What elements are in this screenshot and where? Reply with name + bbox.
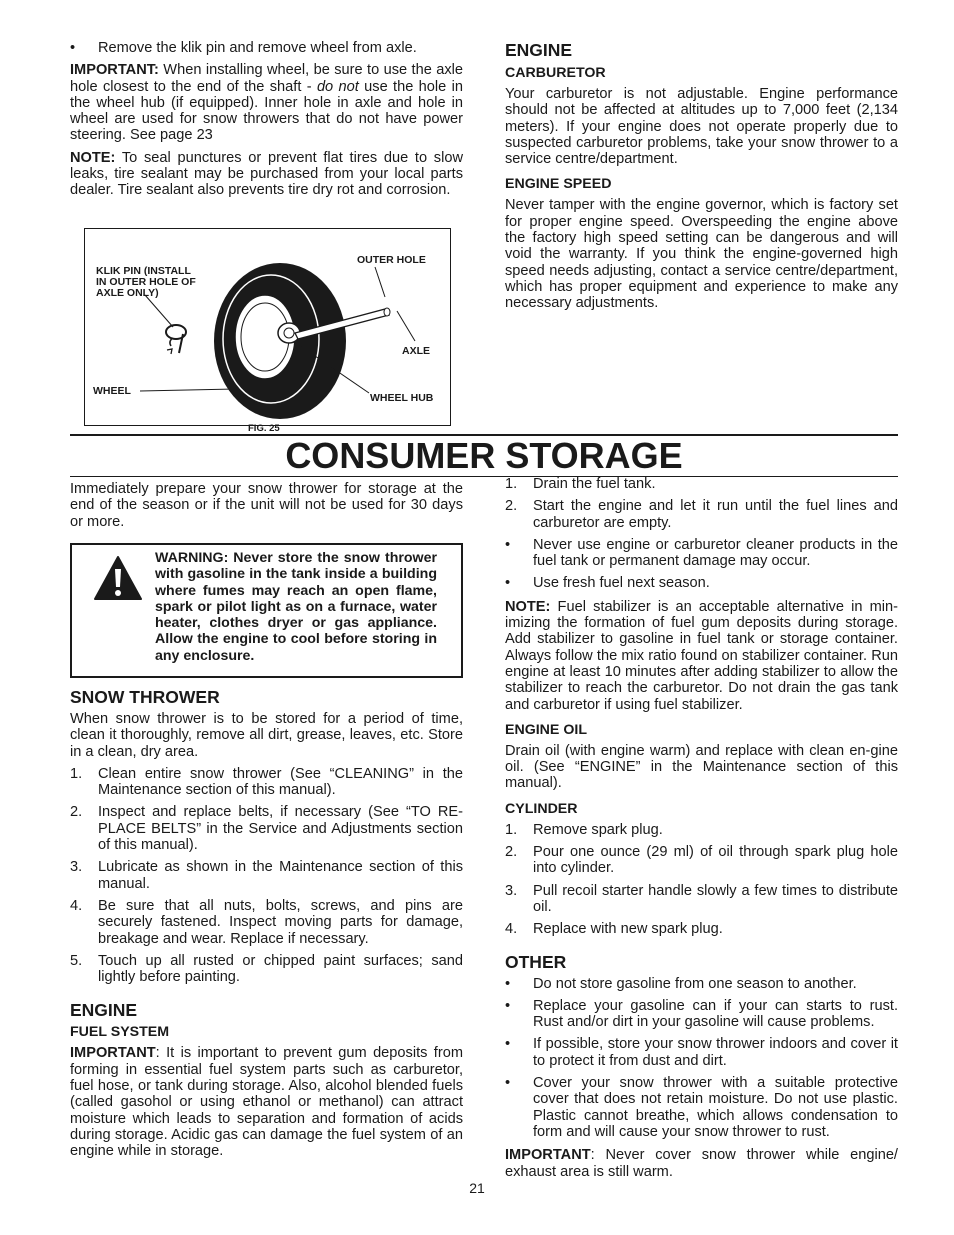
figure-25-wheel-diagram: [84, 228, 451, 426]
list-item: [505, 844, 898, 877]
list-item-text: Use fresh fuel next season.: [533, 575, 710, 592]
list-marker: •: [505, 1075, 511, 1092]
list-item: [505, 998, 898, 1031]
final-important-text: : Never cover snow thrower while engine/ exhaust area is still warm.: [505, 1147, 898, 1180]
list-item: [505, 1075, 898, 1140]
important-emphasis: do not: [316, 78, 359, 95]
list-marker: •: [505, 997, 511, 1014]
list-marker: 2.: [70, 804, 83, 821]
list-item: [505, 976, 898, 992]
wheel-hub-label: WHEEL HUB: [370, 392, 434, 404]
list-item-text: Drain the fuel tank.: [533, 476, 656, 492]
important-text: When installing wheel, be sure to use the axle hole closest to the end of the shaft -: [70, 62, 463, 95]
warning-triangle-icon: [93, 555, 143, 601]
list-marker: •: [505, 975, 511, 992]
warning-text: WARNING: Never store the snow thrower with gasoline in the tank inside a building where fumes may reach an open flame, spark or pilot light as on a furnace, water heater, clothes dryer or gas appliance. Allow the engine to cool before storing in any enclosure.: [155, 550, 437, 664]
list-marker: 1.: [505, 821, 518, 838]
list-marker: 4.: [505, 921, 518, 938]
carburetor-heading: CARBURETOR: [505, 65, 606, 81]
list-item: [505, 537, 898, 570]
list-item-text: Remove spark plug.: [533, 821, 663, 838]
storage-intro: Immediately prepare your snow thrower for storage at the end of the season or if the unit will not be used for 30 days or more.: [70, 481, 463, 530]
klik-pin-label: KLIK PIN (INSTALL IN OUTER HOLE OF AXLE ONLY): [96, 265, 196, 299]
engine-speed-heading: ENGINE SPEED: [505, 176, 612, 193]
stabilizer-note-text: Fuel stabilizer is an acceptable alternative in min-imizing the formation of fuel gum deposits during storage. Add stabilizer to gasoline in fuel tank or storage container. Always follow the mix ratio found on stabilizer container. Run engine at least 10 minutes after adding stabilizer to allow the stabilizer to reach the carburetor. Do not drain the gas tank and carburetor if using fuel stabilizer.: [505, 598, 898, 713]
engine-oil-heading: ENGINE OIL: [505, 721, 587, 738]
snow-thrower-heading: SNOW THROWER: [70, 687, 220, 707]
fuel-important-paragraph: [70, 1045, 463, 1159]
other-items: [505, 976, 898, 1141]
list-marker: 5.: [70, 952, 83, 969]
list-marker: 1.: [505, 476, 518, 492]
page-number: 21: [469, 1180, 485, 1196]
list-marker: •: [505, 575, 511, 592]
list-marker: 2.: [505, 498, 518, 515]
list-marker: 2.: [505, 844, 518, 861]
list-item: [505, 822, 898, 838]
tire-note-paragraph: [70, 150, 463, 199]
list-item-text: Replace your gasoline can if your can starts to rust. Rust and/or dirt in your gasoline will cause problems.: [533, 997, 898, 1031]
bullet-remove-text: Remove the klik pin and remove wheel from axle.: [98, 40, 417, 56]
storage-right-column: [505, 476, 898, 1180]
note-text: To seal punctures or prevent flat tires due to slow leaks, tire sealant may be purchased from your local parts dealer. Tire sealant also prevents tire dry rot and corrosion.: [70, 149, 463, 199]
cylinder-heading: CYLINDER: [505, 800, 578, 817]
list-item: [70, 953, 463, 986]
page-title: CONSUMER STORAGE: [285, 435, 683, 476]
warning-box: [70, 543, 463, 678]
engine-heading: ENGINE: [505, 40, 573, 60]
bullet: •: [70, 40, 76, 56]
list-marker: 4.: [70, 897, 83, 914]
list-item-text: Cover your snow thrower with a suitable protective cover that does not retain moisture. Do not use plastic. Plastic cannot breathe, which allows condensation to form and will cause your snow thrower to rust.: [533, 1075, 898, 1140]
list-item-text: Inspect and replace belts, if necessary (See “TO RE-PLACE BELTS” in the Service and Adjustments section of this manual).: [98, 804, 463, 854]
important-text-end: use the hole in the wheel hub (if equipped). Inner hole in axle and hole in wheel are used for snow throwers that do not have power steering. See page 23: [70, 78, 463, 144]
list-item-text: If possible, store your snow thrower indoors and cover it to protect it from dust and dirt.: [533, 1036, 898, 1069]
engine-oil-text: Drain oil (with engine warm) and replace with clean en-gine oil. (See “ENGINE” in the Maintenance section of this manual).: [505, 742, 898, 792]
list-item-text: Clean entire snow thrower (See “CLEANING” in the Maintenance section of this manual).: [98, 765, 463, 799]
list-item-text: Pull recoil starter handle slowly a few times to distribute oil.: [533, 882, 898, 915]
important-label: IMPORTANT:: [70, 62, 159, 79]
fuel-steps: [505, 476, 898, 592]
list-item: [70, 804, 463, 853]
engine-speed-text: Never tamper with the engine governor, which is factory set for proper engine speed. Overspeeding the engine above the factory high speed setting can be dangerous and will void the warranty. If you think the engine-governed high speed needs adjusting, contact a service centre/department, which has proper equipment and experience to make any necessary adjustments.: [505, 197, 898, 312]
stabilizer-note-paragraph: [505, 599, 898, 713]
list-item: [505, 498, 898, 531]
fuel-system-heading: FUEL SYSTEM: [70, 1024, 170, 1041]
list-item-text: Touch up all rusted or chipped paint surfaces; sand lightly before painting.: [98, 952, 463, 986]
snow-thrower-steps: [70, 766, 463, 986]
list-item-text: Pour one ounce (29 ml) of oil through spark plug hole into cylinder.: [533, 844, 898, 877]
top-left-column: [70, 40, 463, 199]
list-item-text: Replace with new spark plug.: [533, 921, 723, 938]
final-important-label: IMPORTANT: [505, 1147, 591, 1164]
axle-label: AXLE: [402, 345, 431, 357]
list-item: [70, 898, 463, 947]
note-label: NOTE:: [70, 149, 116, 166]
list-item: [70, 40, 463, 56]
list-item-text: Start the engine and let it run until the fuel lines and carburetor are empty.: [533, 498, 898, 531]
fuel-important-label: IMPORTANT: [70, 1045, 156, 1062]
storage-left-column-body: [70, 687, 463, 1160]
list-marker: 1.: [70, 765, 83, 782]
outer-hole-label: OUTER HOLE: [357, 254, 426, 266]
figure-caption: FIG. 25: [248, 423, 280, 434]
list-item-text: Do not store gasoline from one season to another.: [533, 975, 857, 992]
list-item-text: Never use engine or carburetor cleaner products in the fuel tank or permanent damage may occur.: [533, 536, 898, 570]
list-item-text: Be sure that all nuts, bolts, screws, and pins are securely fastened. Inspect moving parts for damage, breakage and wear. Replace if necessary.: [98, 897, 463, 947]
snow-thrower-text: When snow thrower is to be stored for a period of time, clean it thoroughly, remove all dirt, grease, leaves, etc. Store in a clean, dry area.: [70, 711, 463, 760]
stabilizer-note-label: NOTE:: [505, 598, 551, 615]
other-heading: OTHER: [505, 951, 567, 972]
engine-storage-heading: ENGINE: [70, 1000, 138, 1021]
top-right-column: [505, 40, 898, 312]
carburetor-text: Your carburetor is not adjustable. Engine performance should not be affected at altitudes up to 7,000 feet (2,134 meters). If your engine does not operate properly due to suspected carburetor problems, take your snow thrower to a service centre/department.: [505, 86, 898, 168]
list-item: [505, 883, 898, 916]
fuel-important-text: : It is important to prevent gum deposits from forming in essential fuel system parts such as carburetor, fuel hose, or tank during storage. Also, alcohol blended fuels (called gasohol or using ethanol or methanol) can attract moisture which leads to separation and formation of acids during storage. Acidic gas can damage the fuel system of an engine while in storage.: [70, 1045, 463, 1160]
list-item-text: Lubricate as shown in the Maintenance section of this manual.: [98, 859, 463, 892]
list-item: [505, 1036, 898, 1069]
cylinder-steps: [505, 822, 898, 938]
list-marker: •: [505, 536, 511, 553]
list-item: [505, 476, 898, 492]
wheel-label: WHEEL: [93, 385, 131, 397]
list-item: [505, 921, 898, 937]
final-important-paragraph: [505, 1147, 898, 1180]
list-marker: •: [505, 1036, 511, 1053]
list-item: [505, 575, 898, 591]
list-marker: 3.: [70, 859, 83, 876]
list-item: [70, 859, 463, 892]
list-item: [70, 766, 463, 799]
storage-left-column: [70, 481, 463, 530]
wheel-important-paragraph: [70, 62, 463, 143]
list-marker: 3.: [505, 882, 518, 899]
